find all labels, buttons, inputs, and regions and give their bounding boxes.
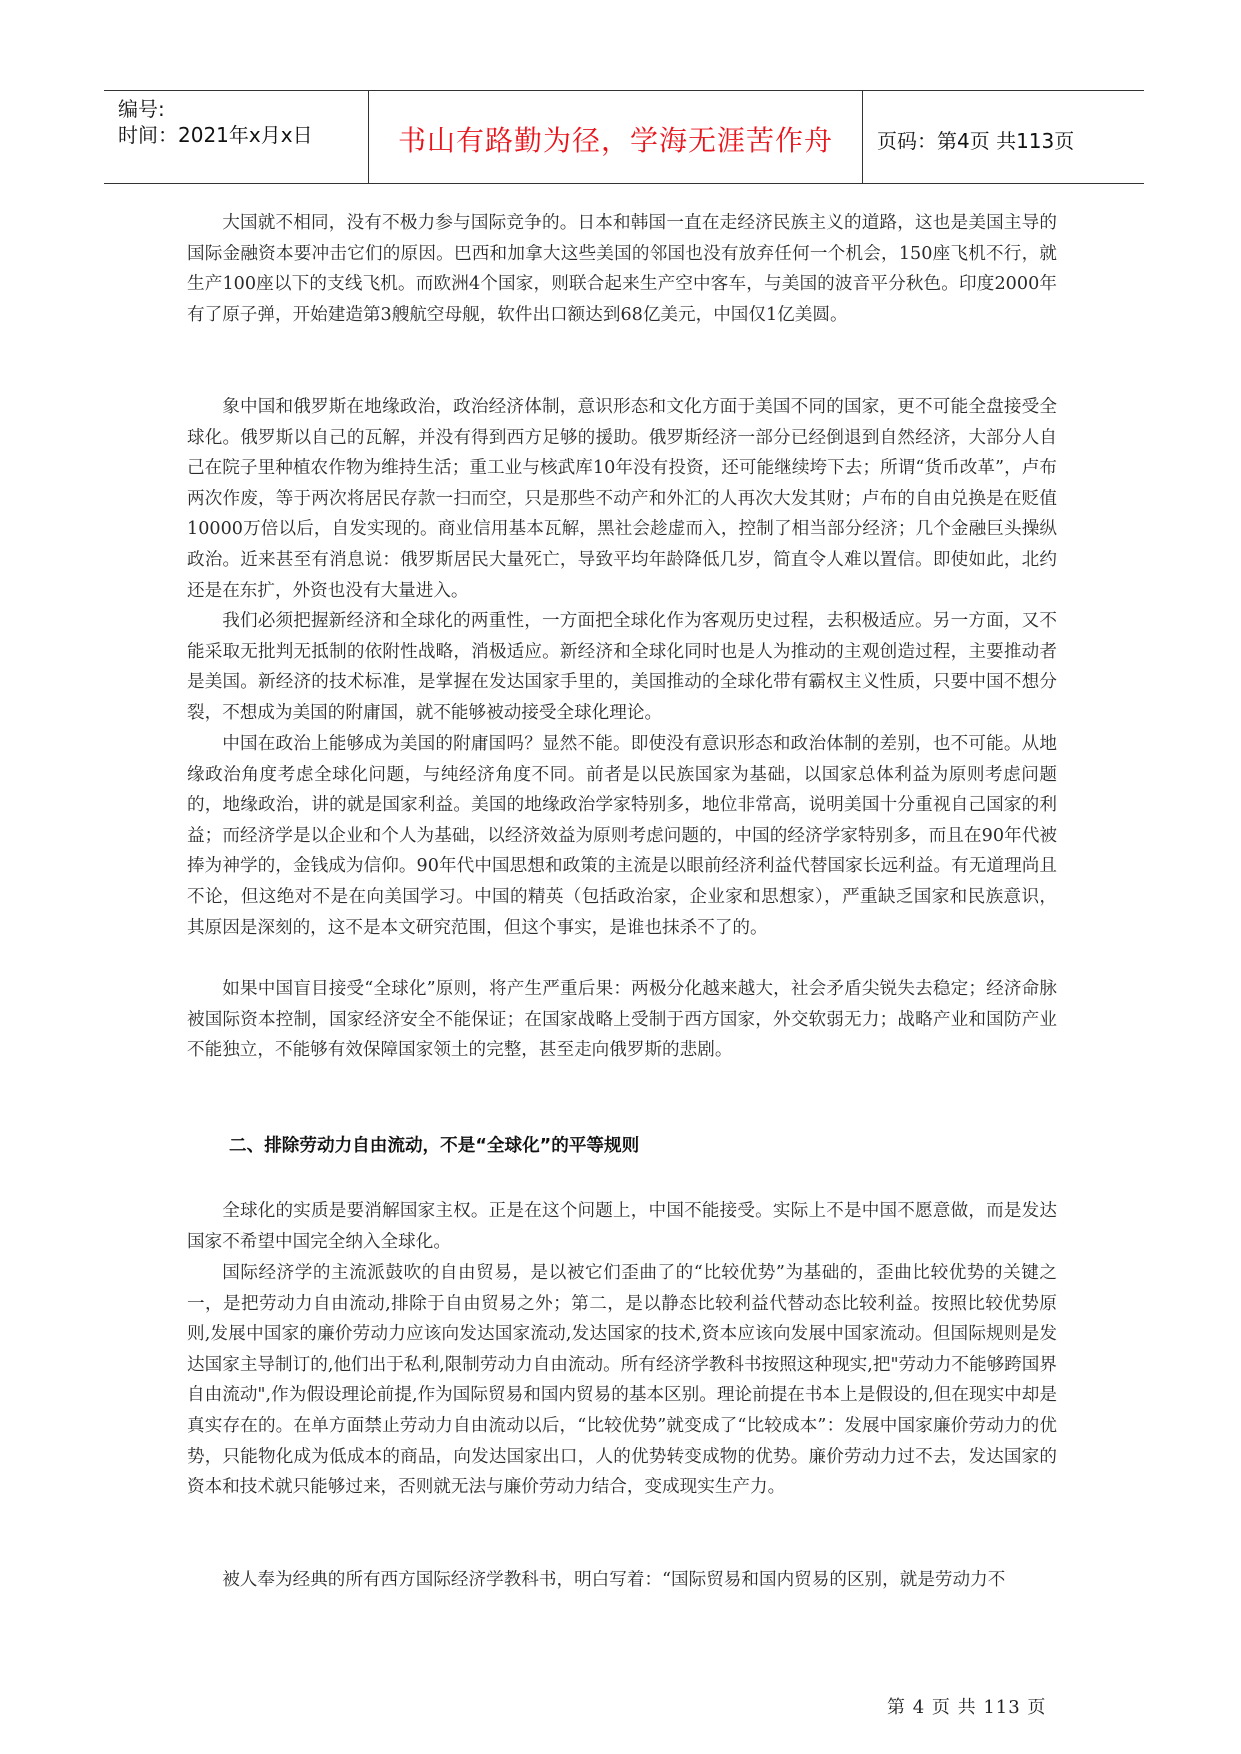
header-motto-cell xyxy=(369,91,863,183)
page-footer: 第 4 页 共 113 页 xyxy=(887,1697,1047,1718)
header-meta-cell xyxy=(104,91,369,183)
paragraph: 国际经济学的主流派鼓吹的自由贸易，是以被它们歪曲了的“比较优势”为基础的，歪曲比较优势的关键之一，是把劳动力自由流动,排除于自由贸易之外；第二，是以静态比较利益代替动态比较利益。按照比较优势原则,发展中国家的廉价劳动力应该向发达国家流动,发达国家的技术,资本应该向发展中国家流动。但国际规则是发达国家主导制订的,他们出于私利,限制劳动力自由流动。所有经济学教科书按照这种现实,把"劳动力不能够跨国界自由流动",作为假设理论前提,作为国际贸易和国内贸易的基本区别。理论前提在书本上是假设的,但在现实中却是真实存在的。在单方面禁止劳动力自由流动以后，“比较优势”就变成了“比较成本”：发展中国家廉价劳动力的优势，只能物化成为低成本的商品，向发达国家出口，人的优势转变成物的优势。廉价劳动力过不去，发达国家的资本和技术就只能够过来，否则就无法与廉价劳动力结合，变成现实生产力。 xyxy=(187,1263,1057,1498)
paragraph: 中国在政治上能够成为美国的附庸国吗？显然不能。即使没有意识形态和政治体制的差别，也不可能。从地缘政治角度考虑全球化问题，与纯经济角度不同。前者是以民族国家为基础，以国家总体利益为原则考虑问题的，地缘政治，讲的就是国家利益。美国的地缘政治学家特别多，地位非常高，说明美国十分重视自己国家的利益；而经济学是以企业和个人为基础，以经济效益为原则考虑问题的，中国的经济学家特别多，而且在90年代被捧为神学的，金钱成为信仰。90年代中国思想和政策的主流是以眼前经济利益代替国家长远利益。有无道理尚且不论，但这绝对不是在向美国学习。中国的精英（包括政治家，企业家和思想家），严重缺乏国家和民族意识，其原因是深刻的，这不是本文研究范围，但这个事实，是谁也抹杀不了的。 xyxy=(187,734,1057,938)
paragraph: 象中国和俄罗斯在地缘政治，政治经济体制，意识形态和文化方面于美国不同的国家，更不可能全盘接受全球化。俄罗斯以自己的瓦解，并没有得到西方足够的援助。俄罗斯经济一部分已经倒退到自然经济，大部分人自己在院子里种植农作物为维持生活；重工业与核武库10年没有投资，还可能继续垮下去；所谓“货币改革”，卢布两次作废，等于两次将居民存款一扫而空，只是那些不动产和外汇的人再次大发其财；卢布的自由兑换是在贬值10000万倍以后，自发实现的。商业信用基本瓦解，黑社会趁虚而入，控制了相当部分经济；几个金融巨头操纵政治。近来甚至有消息说：俄罗斯居民大量死亡，导致平均年龄降低几岁，简直令人难以置信。即使如此，北约还是在东扩，外资也没有大量进入。 xyxy=(187,397,1057,601)
paragraph: 我们必须把握新经济和全球化的两重性，一方面把全球化作为客观历史过程，去积极适应。另一方面，又不能采取无批判无抵制的依附性战略，消极适应。新经济和全球化同时也是人为推动的主观创造过程，主要推动者是美国。新经济的技术标准，是掌握在发达国家手里的，美国推动的全球化带有霸权主义性质，只要中国不想分裂，不想成为美国的附庸国，就不能够被动接受全球化理论。 xyxy=(187,611,1057,723)
header-page-cell xyxy=(863,91,1144,183)
header-motto: 书山有路勤为径，学海无涯苦作舟 xyxy=(397,124,833,157)
header-page-info: 页码：第4页 共113页 xyxy=(877,129,1075,153)
paragraph: 被人奉为经典的所有西方国际经济学教科书，明白写着：“国际贸易和国内贸易的区别，就是劳动力不 xyxy=(222,1570,1006,1590)
section-heading: 二、排除劳动力自由流动，不是“全球化”的平等规则 xyxy=(229,1136,640,1156)
document-number-label: 编号: xyxy=(118,97,165,121)
document-header xyxy=(104,90,1144,184)
paragraph: 全球化的实质是要消解国家主权。正是在这个问题上，中国不能接受。实际上不是中国不愿意做，而是发达国家不希望中国完全纳入全球化。 xyxy=(187,1201,1057,1252)
document-time-label: 时间：2021年x月x日 xyxy=(118,123,313,147)
paragraph: 如果中国盲目接受“全球化”原则，将产生严重后果：两极分化越来越大，社会矛盾尖锐失去稳定；经济命脉被国际资本控制，国家经济安全不能保证；在国家战略上受制于西方国家，外交软弱无力；战略产业和国防产业不能独立，不能够有效保障国家领土的完整，甚至走向俄罗斯的悲剧。 xyxy=(187,979,1057,1061)
paragraph: 大国就不相同，没有不极力参与国际竞争的。日本和韩国一直在走经济民族主义的道路，这也是美国主导的国际金融资本要冲击它们的原因。巴西和加拿大这些美国的邻国也没有放弃任何一个机会，150座飞机不行，就生产100座以下的支线飞机。而欧洲4个国家，则联合起来生产空中客车，与美国的波音平分秋色。印度2000年有了原子弹，开始建造第3艘航空母舰，软件出口额达到68亿美元，中国仅1亿美圆。 xyxy=(187,213,1057,325)
